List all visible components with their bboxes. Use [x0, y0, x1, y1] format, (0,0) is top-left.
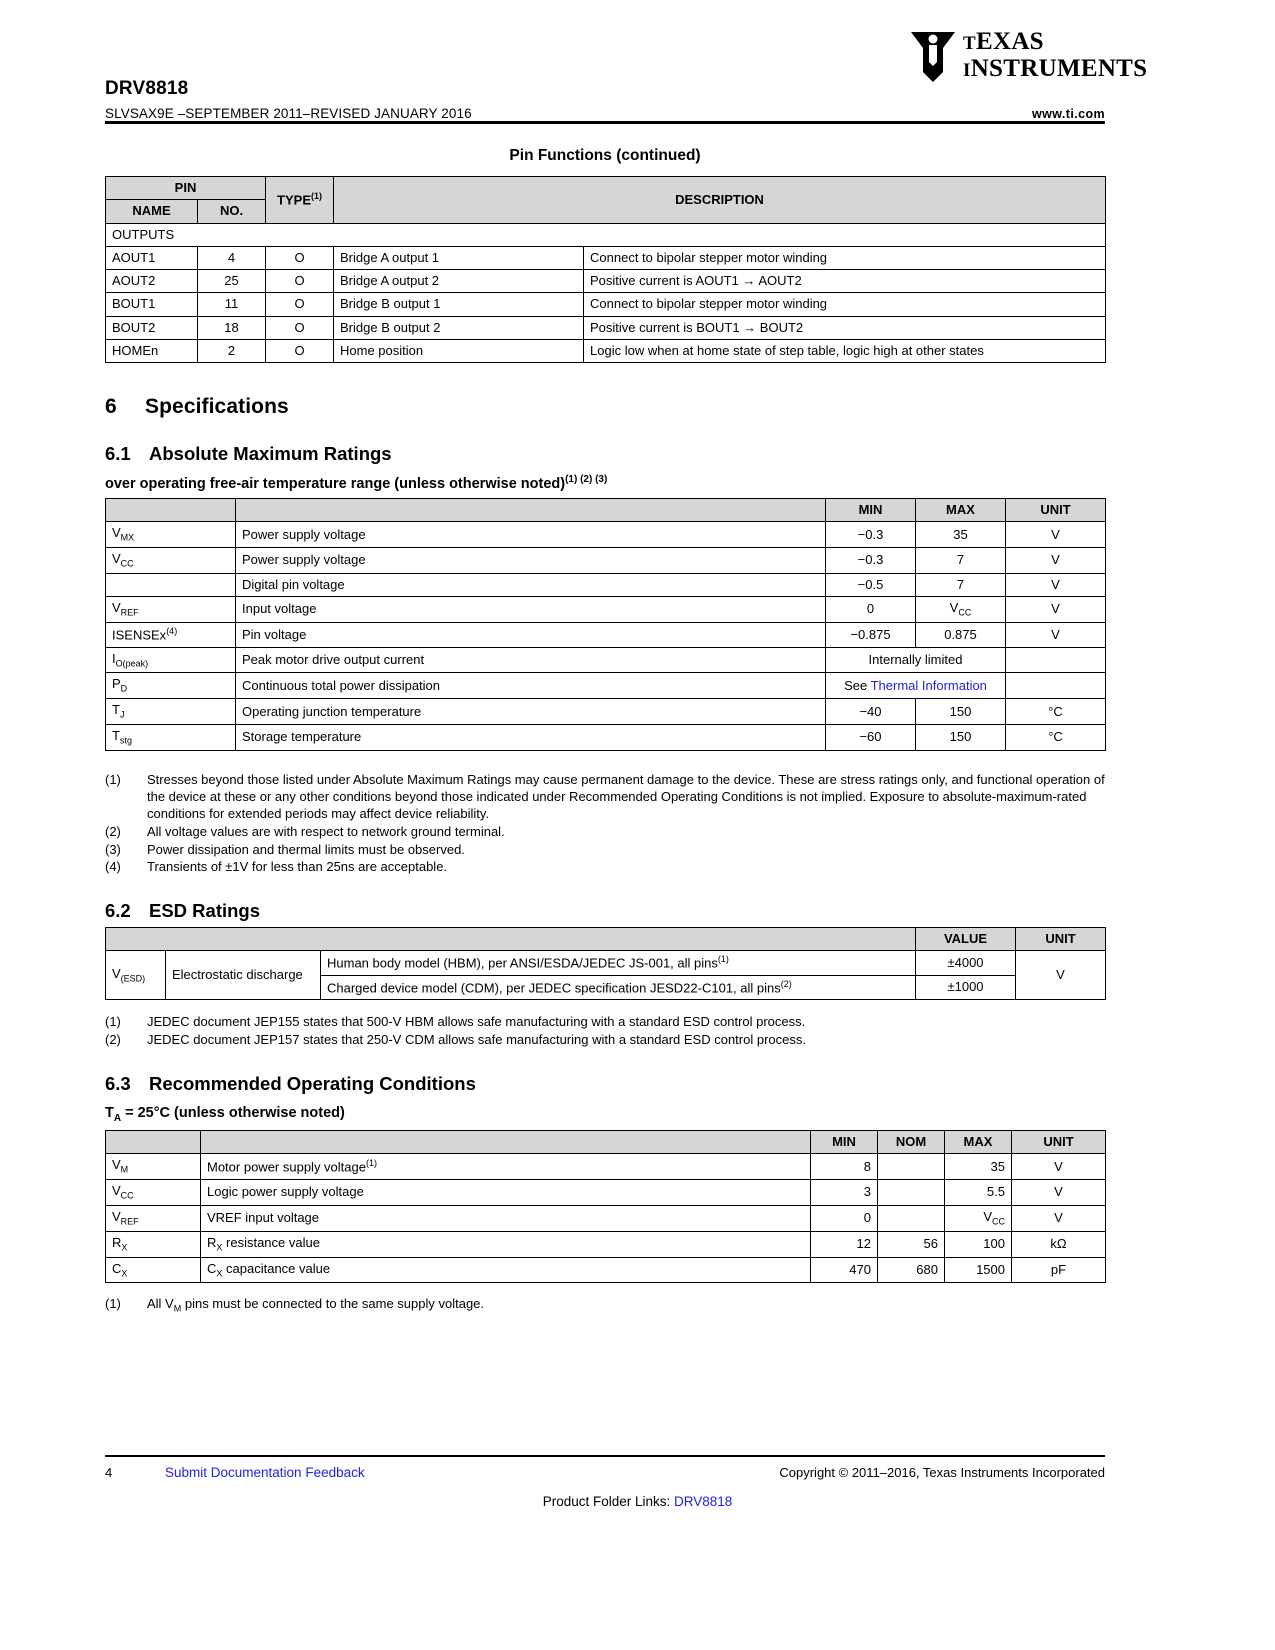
absmax-symbol	[106, 623, 236, 648]
symbol-base: V	[112, 965, 121, 981]
absmax-symbol	[106, 647, 236, 673]
absmax-symbol	[106, 673, 236, 699]
roc-unit: V	[1012, 1154, 1106, 1180]
absmax-parameter: Power supply voltage	[236, 548, 826, 574]
pin-group-outputs: OUTPUTS	[106, 223, 1106, 246]
absmax-unit: °C	[1006, 699, 1106, 725]
roc-unit: V	[1012, 1205, 1106, 1231]
absmax-unit	[1006, 647, 1106, 673]
param-subscript: X	[216, 1268, 223, 1279]
roc-condition-rest: = 25°C (unless otherwise noted)	[121, 1105, 345, 1121]
footnote-marker: (1)	[105, 772, 121, 787]
table-row	[106, 951, 1106, 976]
symbol-subscript: CC	[120, 558, 134, 569]
absmax-symbol	[106, 725, 236, 751]
footnote-subscript: M	[173, 1303, 182, 1314]
symbol-subscript: X	[121, 1268, 128, 1279]
table-row	[106, 623, 1106, 648]
section-6-1-number: 6.1	[105, 443, 131, 464]
abs-max-condition-footnotes: (1) (2) (3)	[565, 474, 608, 485]
roc-footnotes	[105, 1296, 1115, 1316]
footnote-marker: (3)	[105, 841, 121, 857]
pin-type: O	[266, 246, 334, 269]
absmax-unit: V	[1006, 597, 1106, 623]
recommended-operating-conditions-table	[105, 1130, 1106, 1283]
roc-condition	[105, 1105, 345, 1124]
esd-description: Charged device model (CDM), per JEDEC specification JESD22-C101, all pins$^{(2)}$	[321, 975, 916, 1000]
section-6-1-title: Absolute Maximum Ratings	[149, 443, 392, 464]
section-6-heading	[105, 395, 289, 419]
submit-feedback-link[interactable]: Submit Documentation Feedback	[165, 1465, 365, 1480]
param-base: C	[207, 1260, 217, 1276]
abs-max-condition	[105, 474, 607, 492]
absmax-value-span: Internally limited	[826, 647, 1006, 673]
table-row	[106, 246, 1106, 269]
pin-function: Home position	[334, 339, 584, 362]
pin-function: Bridge A output 2	[334, 270, 584, 293]
footer-divider	[105, 1455, 1105, 1457]
symbol-base: V	[112, 525, 121, 541]
pin-type: O	[266, 270, 334, 293]
pin-number: 4	[198, 246, 266, 269]
roc-min: 3	[811, 1180, 878, 1206]
pin-name: AOUT2	[106, 270, 198, 293]
absmax-parameter: Continuous total power dissipation	[236, 673, 826, 699]
symbol-subscript: MX	[120, 532, 135, 543]
pin-function: Bridge A output 1	[334, 246, 584, 269]
roc-symbol	[106, 1154, 201, 1180]
absolute-maximum-ratings-table	[105, 498, 1106, 751]
footnote-text: Power dissipation and thermal limits must be observed.	[147, 841, 465, 857]
absmax-header-max: MAX	[916, 499, 1006, 522]
table-row	[106, 316, 1106, 339]
table-row	[106, 1231, 1106, 1257]
esd-header-unit: UNIT	[1016, 928, 1106, 951]
abs-max-condition-text: over operating free-air temperature range (unless otherwise noted)	[105, 475, 566, 492]
esd-footnote	[105, 1014, 1115, 1031]
section-6-2-heading	[105, 900, 260, 922]
section-6-title: Specifications	[145, 395, 289, 418]
table-row	[106, 548, 1106, 574]
esd-table-body	[106, 951, 1106, 1000]
pin-number: 25	[198, 270, 266, 293]
roc-unit: kΩ	[1012, 1231, 1106, 1257]
absmax-max: 0.875	[916, 623, 1006, 648]
roc-min: 0	[811, 1205, 878, 1231]
roc-header-parameter	[201, 1131, 811, 1154]
product-folder-link[interactable]: DRV8818	[674, 1494, 733, 1509]
absmax-min: −60	[826, 725, 916, 751]
pin-number: 2	[198, 339, 266, 362]
absmax-parameter: Digital pin voltage	[236, 573, 826, 596]
roc-header-nom: NOM	[878, 1131, 945, 1154]
pin-description: Logic low when at home state of step table, logic high at other states	[584, 339, 1106, 362]
esd-header-row	[106, 928, 1106, 951]
thermal-information-link[interactable]: Thermal Information	[870, 677, 987, 693]
roc-unit: pF	[1012, 1257, 1106, 1283]
absmax-header-min: MIN	[826, 499, 916, 522]
absmax-max: 35	[916, 522, 1006, 548]
symbol-base: R	[112, 1234, 122, 1250]
absmax-parameter: Storage temperature	[236, 725, 826, 751]
section-6-3-title: Recommended Operating Conditions	[149, 1073, 476, 1094]
pin-type: O	[266, 316, 334, 339]
esd-value: ±4000	[916, 951, 1016, 976]
absmax-table-body	[106, 522, 1106, 751]
table-row	[106, 339, 1106, 362]
roc-symbol	[106, 1180, 201, 1206]
abs-max-footnote	[105, 859, 1115, 876]
pin-description: Positive current is AOUT1 → AOUT2	[584, 270, 1106, 293]
absmax-unit	[1006, 673, 1106, 699]
symbol-subscript: X	[121, 1242, 128, 1253]
symbol-subscript: J	[119, 709, 125, 720]
esd-value: ±1000	[916, 975, 1016, 1000]
absmax-max	[916, 597, 1006, 623]
section-6-3-number: 6.3	[105, 1073, 131, 1094]
absmax-symbol	[106, 548, 236, 574]
table-row	[106, 647, 1106, 673]
absmax-value-span	[826, 673, 1006, 699]
esd-parameter: Electrostatic discharge	[166, 951, 321, 1000]
absmax-max: 150	[916, 725, 1006, 751]
abs-max-footnote	[105, 772, 1115, 823]
pin-function: Bridge B output 1	[334, 293, 584, 316]
symbol-subscript: D	[120, 684, 128, 695]
section-6-2-number: 6.2	[105, 900, 131, 921]
pin-type: O	[266, 293, 334, 316]
logo-instruments: NSTRUMENTS	[970, 55, 1148, 82]
table-row	[106, 1154, 1106, 1180]
roc-parameter	[201, 1257, 811, 1283]
param-footnote: (1)	[365, 1157, 377, 1168]
pin-description: Connect to bipolar stepper motor winding	[584, 293, 1106, 316]
absmax-unit: V	[1006, 548, 1106, 574]
product-folder-label: Product Folder Links:	[542, 1494, 674, 1509]
footnote-marker: (2)	[105, 823, 121, 839]
pin-functions-title: Pin Functions (continued)	[509, 147, 701, 164]
symbol-subscript: CC	[120, 1190, 134, 1201]
absmax-header-unit: UNIT	[1006, 499, 1106, 522]
table-row	[106, 597, 1106, 623]
absmax-max: 7	[916, 573, 1006, 596]
absmax-symbol	[106, 522, 236, 548]
pin-type: O	[266, 339, 334, 362]
pin-name: AOUT1	[106, 246, 198, 269]
absmax-symbol	[106, 699, 236, 725]
absmax-min: −0.5	[826, 573, 916, 596]
absmax-unit: °C	[1006, 725, 1106, 751]
roc-header-max: MAX	[945, 1131, 1012, 1154]
absmax-parameter: Peak motor drive output current	[236, 647, 826, 673]
pin-header-type-label: TYPE	[277, 192, 311, 208]
symbol-base: I	[112, 650, 116, 666]
footnote-text: All voltage values are with respect to network ground terminal.	[147, 823, 505, 839]
copyright-notice: Copyright © 2011–2016, Texas Instruments Incorporated	[779, 1465, 1105, 1480]
absmax-min: 0	[826, 597, 916, 623]
absmax-symbol	[106, 573, 236, 596]
footnote-marker: (4)	[105, 859, 121, 875]
absmax-min: −0.875	[826, 623, 916, 648]
absmax-min: −0.3	[826, 522, 916, 548]
footnote-marker: (2)	[105, 1031, 121, 1047]
roc-max: 5.5	[945, 1180, 1012, 1206]
pin-group-row	[106, 223, 1106, 246]
span-prefix: See	[844, 677, 871, 693]
roc-max	[945, 1205, 1012, 1231]
roc-max: 35	[945, 1154, 1012, 1180]
esd-footnotes	[105, 1014, 1115, 1050]
section-6-3-heading	[105, 1073, 476, 1095]
table-row	[106, 699, 1106, 725]
roc-parameter	[201, 1231, 811, 1257]
absmax-min: −40	[826, 699, 916, 725]
roc-unit: V	[1012, 1180, 1106, 1206]
absmax-parameter: Input voltage	[236, 597, 826, 623]
symbol-subscript: (ESD)	[120, 973, 146, 984]
pin-function: Bridge B output 2	[334, 316, 584, 339]
absmax-header-parameter	[236, 499, 826, 522]
pin-header-name: NAME	[106, 200, 198, 223]
symbol-base: V	[983, 1208, 992, 1224]
table-row	[106, 673, 1106, 699]
symbol-subscript: CC	[958, 607, 972, 618]
footnote-marker: (1)	[105, 1296, 121, 1311]
symbol-subscript: REF	[120, 1216, 139, 1227]
absmax-symbol	[106, 597, 236, 623]
absmax-unit: V	[1006, 623, 1106, 648]
pin-header-no: NO.	[198, 200, 266, 223]
esd-ratings-table	[105, 927, 1106, 1000]
symbol-base: V	[949, 600, 959, 616]
roc-symbol	[106, 1257, 201, 1283]
table-row	[106, 725, 1106, 751]
pin-header-type	[266, 177, 334, 224]
roc-min: 470	[811, 1257, 878, 1283]
roc-nom	[878, 1205, 945, 1231]
pin-description: Positive current is BOUT1 → BOUT2	[584, 316, 1106, 339]
part-number-title: DRV8818	[105, 78, 189, 99]
symbol-base: P	[112, 676, 121, 692]
absmax-min: −0.3	[826, 548, 916, 574]
table-row	[106, 573, 1106, 596]
section-6-number: 6	[105, 395, 117, 418]
esd-description: Human body model (HBM), per ANSI/ESDA/JEDEC JS-001, all pins$^{(1)}$	[321, 951, 916, 976]
esd-header-value: VALUE	[916, 928, 1016, 951]
symbol-base: V	[112, 600, 121, 616]
abs-max-footnote	[105, 842, 1115, 859]
roc-condition-subscript: A	[113, 1112, 122, 1124]
pin-table-header-row-1	[106, 177, 1106, 200]
roc-table-body	[106, 1154, 1106, 1283]
table-row	[106, 1257, 1106, 1283]
pin-table-body	[106, 223, 1106, 363]
table-row	[106, 270, 1106, 293]
roc-nom: 56	[878, 1231, 945, 1257]
pin-number: 11	[198, 293, 266, 316]
section-6-2-title: ESD Ratings	[149, 900, 261, 921]
symbol-base: T	[112, 702, 120, 718]
section-6-1-heading	[105, 443, 392, 465]
roc-max: 1500	[945, 1257, 1012, 1283]
table-row	[106, 1205, 1106, 1231]
footnote-text: Stresses beyond those listed under Absolute Maximum Ratings may cause permanent damage to the device. These are stress ratings only, and functional operation of the device at these or any other conditions beyond those indicated under Recommended Operating Conditions is not implied. Exposure to absolute-maximum-rated conditions for extended periods may affect device reliability.	[147, 772, 1105, 821]
pin-header-pin: PIN	[106, 177, 266, 200]
logo-cap-i: I	[963, 60, 971, 81]
symbol-subscript: stg	[119, 735, 132, 746]
esd-unit: V	[1016, 951, 1106, 1000]
symbol-base: V	[112, 1157, 121, 1173]
roc-symbol	[106, 1231, 201, 1257]
absmax-parameter: Power supply voltage	[236, 522, 826, 548]
ti-website-link[interactable]: www.ti.com	[1032, 107, 1105, 121]
symbol-base: C	[112, 1260, 122, 1276]
param-base: R	[207, 1234, 217, 1250]
table-row	[106, 1180, 1106, 1206]
esd-footnote	[105, 1032, 1115, 1049]
param-subscript: X	[216, 1242, 223, 1253]
absmax-max: 150	[916, 699, 1006, 725]
header-divider	[105, 121, 1105, 124]
symbol-footnote: (4)	[166, 626, 178, 637]
pin-number: 18	[198, 316, 266, 339]
symbol-subscript: O(peak)	[115, 658, 149, 669]
pin-functions-table	[105, 176, 1106, 363]
roc-header-unit: UNIT	[1012, 1131, 1106, 1154]
symbol-base: V	[112, 551, 121, 567]
abs-max-footnote	[105, 824, 1115, 841]
roc-footnote	[105, 1296, 1115, 1315]
symbol-base: V	[112, 1208, 121, 1224]
symbol-subscript: CC	[992, 1216, 1005, 1227]
symbol-base: V	[112, 1183, 121, 1199]
footnote-marker: (1)	[105, 1014, 121, 1029]
roc-parameter: Motor power supply voltage$^{(1)}$	[201, 1154, 811, 1180]
pin-name: BOUT2	[106, 316, 198, 339]
symbol-subscript: M	[120, 1164, 129, 1175]
absmax-max: 7	[916, 548, 1006, 574]
param-rest: capacitance value	[222, 1260, 331, 1276]
esd-footnote-mark: (2)	[780, 978, 792, 989]
table-row	[106, 293, 1106, 316]
abs-max-footnotes	[105, 772, 1115, 877]
table-row	[106, 522, 1106, 548]
roc-header-symbol	[106, 1131, 201, 1154]
absmax-unit: V	[1006, 522, 1106, 548]
footnote-text: JEDEC document JEP157 states that 250-V CDM allows safe manufacturing with a standard ESD control process.	[147, 1031, 806, 1047]
pin-name: BOUT1	[106, 293, 198, 316]
roc-parameter: Logic power supply voltage	[201, 1180, 811, 1206]
roc-nom: 680	[878, 1257, 945, 1283]
footnote-text: JEDEC document JEP155 states that 500-V HBM allows safe manufacturing with a standard ESD control process.	[147, 1014, 806, 1029]
esd-symbol	[106, 951, 166, 1000]
symbol-subscript: REF	[120, 607, 139, 618]
roc-header-min: MIN	[811, 1131, 878, 1154]
logo-cap-t: T	[963, 33, 976, 54]
roc-nom	[878, 1154, 945, 1180]
roc-max: 100	[945, 1231, 1012, 1257]
footnote-text: All $V_M$ pins must be connected to the same supply voltage.	[147, 1296, 485, 1314]
absmax-unit: V	[1006, 573, 1106, 596]
roc-min: 12	[811, 1231, 878, 1257]
absmax-parameter: Operating junction temperature	[236, 699, 826, 725]
roc-min: 8	[811, 1154, 878, 1180]
param-rest: resistance value	[222, 1234, 320, 1250]
page-number: 4	[105, 1465, 113, 1480]
roc-header-row	[106, 1131, 1106, 1154]
pin-header-description: DESCRIPTION	[334, 177, 1106, 224]
document-id: SLVSAX9E –SEPTEMBER 2011–REVISED JANUARY 2016	[105, 106, 472, 121]
footnote-text: Transients of ±1V for less than 25ns are acceptable.	[147, 859, 448, 875]
roc-condition-symbol: T	[105, 1105, 114, 1121]
pin-name: HOMEn	[106, 339, 198, 362]
symbol-base: T	[112, 728, 120, 744]
esd-footnote-mark: (1)	[717, 954, 729, 965]
product-folder-links	[0, 1494, 1275, 1509]
roc-parameter: VREF input voltage	[201, 1205, 811, 1231]
pin-header-type-footnote: (1)	[311, 190, 322, 201]
roc-symbol	[106, 1205, 201, 1231]
esd-header-blank	[106, 928, 916, 951]
symbol-base: ISENSEx	[112, 627, 167, 643]
texas-instruments-logo-icon	[905, 28, 1148, 86]
absmax-header-symbol	[106, 499, 236, 522]
roc-nom	[878, 1180, 945, 1206]
absmax-parameter: Pin voltage	[236, 623, 826, 648]
absmax-header-row	[106, 499, 1106, 522]
logo-texas: EXAS	[975, 28, 1044, 55]
pin-description: Connect to bipolar stepper motor winding	[584, 246, 1106, 269]
